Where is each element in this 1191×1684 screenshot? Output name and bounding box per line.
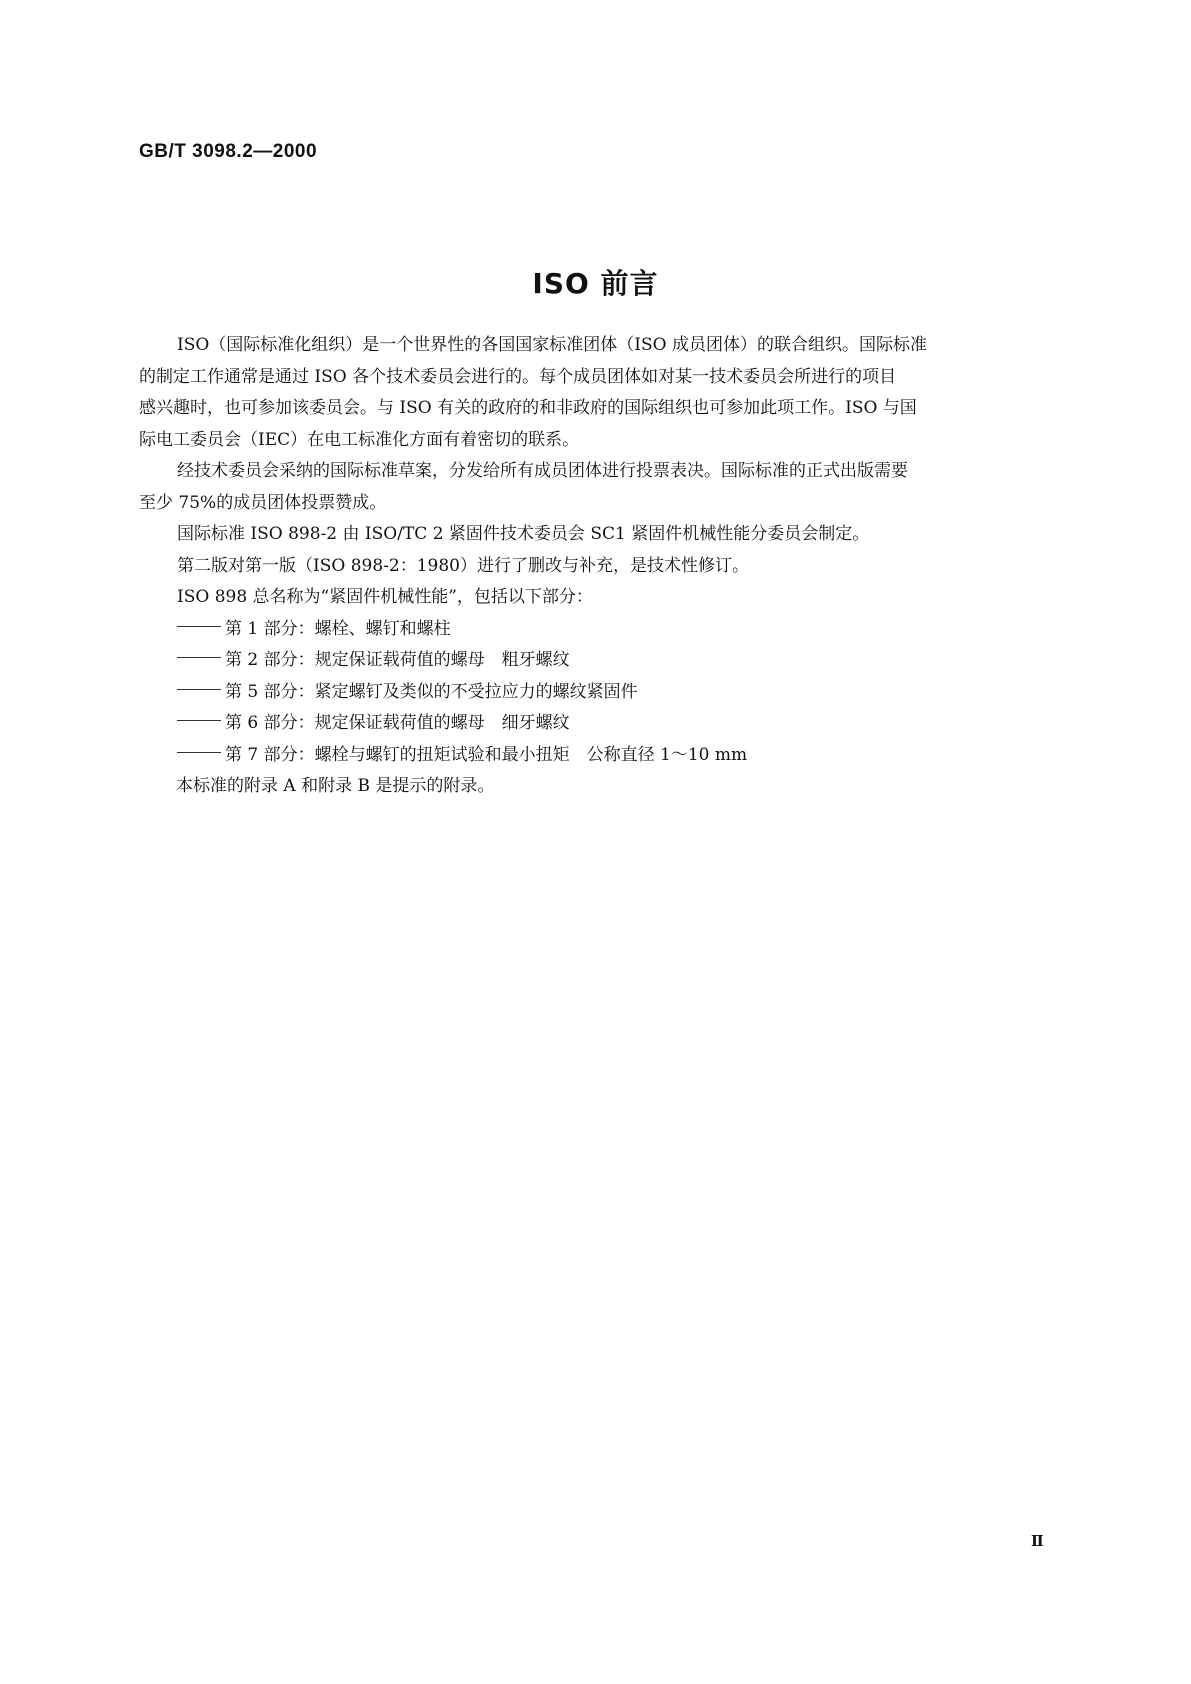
paragraph-4: 第二版对第一版（ISO 898-2：1980）进行了删改与补充，是技术性修订。 <box>177 555 749 576</box>
standard-code: GB/T 3098.2—2000 <box>139 141 318 162</box>
paragraph-2-line-2: 至少 75%的成员团体投票赞成。 <box>139 492 387 513</box>
list-item-text: 第 6 部分：规定保证载荷值的螺母 细牙螺纹 <box>225 713 570 733</box>
paragraph-1-line-2: 的制定工作通常是通过 ISO 各个技术委员会进行的。每个成员团体如对某一技术委员会所进行的项目 <box>139 366 897 387</box>
paragraph-3: 国际标准 ISO 898-2 由 ISO/TC 2 紧固件技术委员会 SC1 紧固件机械性能分委员会制定。 <box>177 524 870 544</box>
closing-note: 本标准的附录 A 和附录 B 是提示的附录。 <box>176 776 495 796</box>
list-item <box>177 708 1079 740</box>
paragraph-1-line-4: 际电工委员会（IEC）在电工标准化方面有着密切的联系。 <box>139 429 580 450</box>
list-item-text: 第 1 部分：螺栓、螺钉和螺柱 <box>225 618 451 639</box>
page-number: Ⅱ <box>1031 1532 1044 1550</box>
preface-body <box>139 330 1079 803</box>
list-item <box>177 677 1079 709</box>
paragraph-5: ISO 898 总名称为“紧固件机械性能”，包括以下部分： <box>177 587 593 607</box>
list-item-text: 第 5 部分：紧定螺钉及类似的不受拉应力的螺纹紧固件 <box>225 681 638 702</box>
page-title: ISO 前言 <box>532 267 659 300</box>
dash-marker <box>177 626 221 627</box>
paragraph-2-line-1: 经技术委员会采纳的国际标准草案，分发给所有成员团体进行投票表决。国际标准的正式出版需要 <box>177 461 908 481</box>
dash-marker <box>177 689 221 690</box>
dash-marker <box>177 752 221 753</box>
paragraph-1-line-3: 感兴趣时，也可参加该委员会。与 ISO 有关的政府的和非政府的国际组织也可参加此项工作。ISO 与国 <box>139 398 917 418</box>
dash-marker <box>177 720 221 721</box>
list-item-text: 第 7 部分：螺栓与螺钉的扭矩试验和最小扭矩 公称直径 1～10 mm <box>225 744 748 765</box>
list-item <box>177 740 1079 772</box>
list-item-text: 第 2 部分：规定保证载荷值的螺母 粗牙螺纹 <box>225 650 570 670</box>
paragraph-1-line-1: ISO（国际标准化组织）是一个世界性的各国国家标准团体（ISO 成员团体）的联合组织。国际标准 <box>177 335 927 355</box>
dash-marker <box>177 657 221 658</box>
list-item <box>177 645 1079 677</box>
list-item <box>177 614 1079 646</box>
